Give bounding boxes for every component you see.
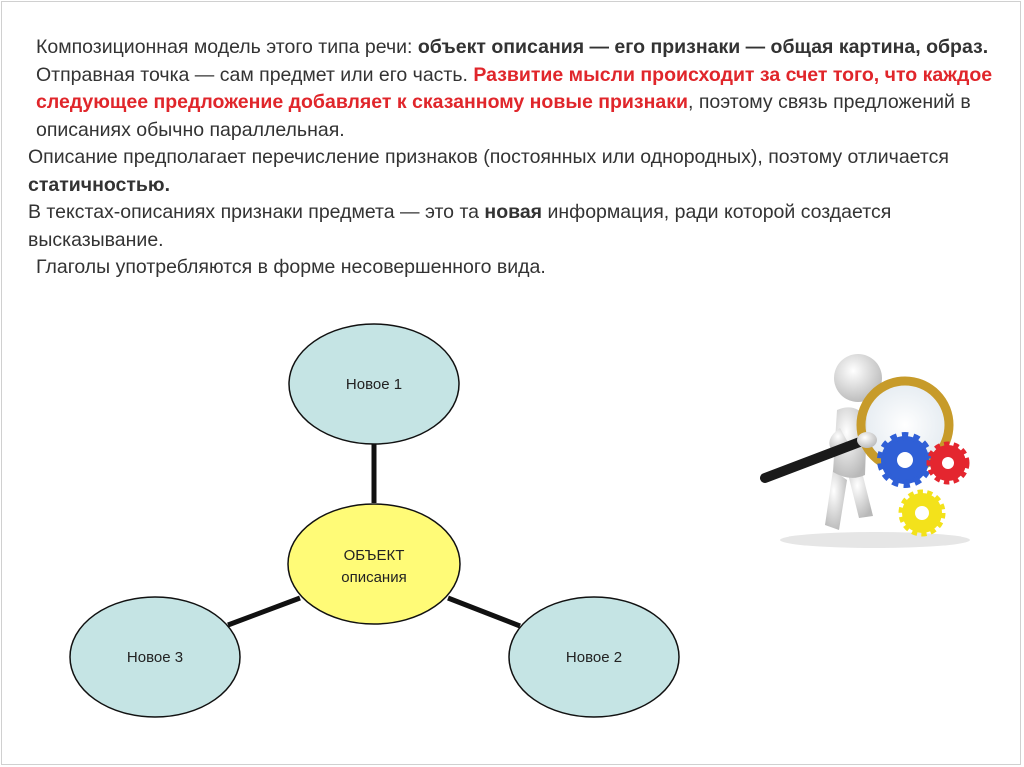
red-highlight-fragment: Развитие мысли происходит за счет того, что каждое следующее предложение добавляет к сказанному новые признаки <box>36 63 993 113</box>
center-object-node <box>288 504 460 624</box>
bold-fragment: объект описания — его признаки — общая картина, образ. <box>417 36 989 58</box>
connector-left <box>228 598 300 625</box>
node-new-2-label: Новое 2 <box>565 649 623 666</box>
bold-fragment: статичностью. <box>28 173 170 196</box>
bold-fragment: новая <box>484 201 543 223</box>
node-new-3-label: Новое 3 <box>126 649 184 666</box>
center-label-line1: ОБЪЕКТ <box>343 547 405 564</box>
text-fragment: Композиционная модель этого типа речи: <box>36 36 418 58</box>
person-magnifier-gears-icon <box>755 340 985 555</box>
center-label-line2: описания <box>341 569 407 586</box>
blue-gear-icon <box>881 436 929 484</box>
text-fragment: Глаголы употребляются в форме несовершенного вида. <box>36 256 546 278</box>
text-fragment: В текстах-описаниях признаки предмета — это та <box>28 201 485 223</box>
text-fragment: , поэтому связь предложений в описаниях обычно параллельная. <box>36 91 971 141</box>
red-gear-icon <box>930 445 966 481</box>
text-fragment: информация, ради которой создается высказывание. <box>28 201 892 251</box>
text-fragment: Описание предполагает перечисление признаков (постоянных или однородных), поэтому отличается <box>28 146 949 168</box>
text-fragment: Отправная точка — сам предмет или его часть. <box>36 63 474 86</box>
node-new-1-label: Новое 1 <box>345 376 403 393</box>
yellow-gear-icon <box>902 493 942 533</box>
connector-right <box>448 598 520 626</box>
